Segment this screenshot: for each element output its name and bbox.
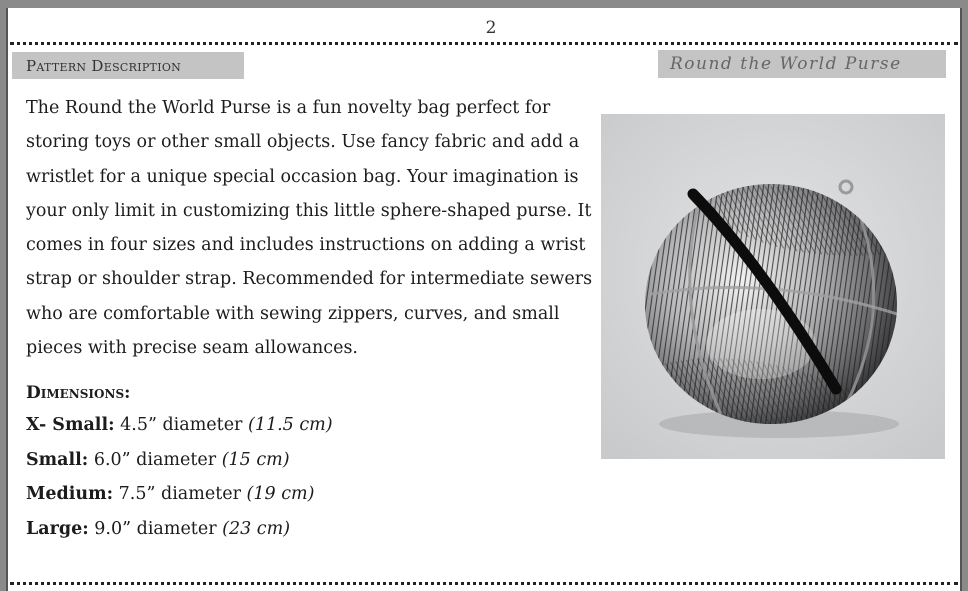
size-metric: (19 cm) — [246, 484, 315, 504]
size-label: Medium: — [26, 484, 114, 504]
dimensions-heading: Dimensions: — [26, 383, 131, 403]
size-imperial: 7.5” diameter — [118, 484, 241, 504]
size-imperial: 9.0” diameter — [94, 518, 217, 539]
bottom-dotted-divider — [10, 582, 958, 585]
size-label: Large: — [26, 518, 89, 539]
dimension-row — [26, 479, 586, 514]
size-label: Small: — [26, 449, 89, 470]
section-heading-tab — [12, 52, 244, 79]
sphere-purse-image — [601, 114, 945, 459]
purse-photo — [601, 114, 945, 459]
dimension-row — [26, 445, 586, 480]
dimension-row — [26, 410, 586, 445]
size-metric: (11.5 cm) — [248, 415, 333, 435]
size-label: X- Small: — [26, 415, 115, 435]
section-heading: Pattern Description — [26, 57, 182, 75]
size-metric: (15 cm) — [221, 449, 290, 470]
title-tab — [658, 50, 946, 78]
size-metric: (23 cm) — [222, 518, 291, 539]
size-imperial: 6.0” diameter — [93, 449, 217, 470]
dimension-row — [26, 514, 586, 549]
size-imperial: 4.5” diameter — [120, 415, 243, 435]
top-dotted-divider — [10, 42, 958, 45]
pattern-description: The Round the World Purse is a fun novelty bag perfect for storing toys or other small objects. Use fancy fabric and add a wristlet for a unique special occasion bag. Your imagination is your only limit in customizing this little sphere-shaped purse. It comes in four sizes and includes instructions on adding a wrist strap or shoulder strap. Recommended for intermediate sewers who are comfortable with sewing zippers, curves, and small pieces with precise seam allowances. — [26, 98, 593, 359]
pattern-title-script: Round the World Purse — [670, 54, 902, 74]
page-number: 2 — [485, 18, 497, 38]
dimensions-block — [26, 380, 586, 548]
